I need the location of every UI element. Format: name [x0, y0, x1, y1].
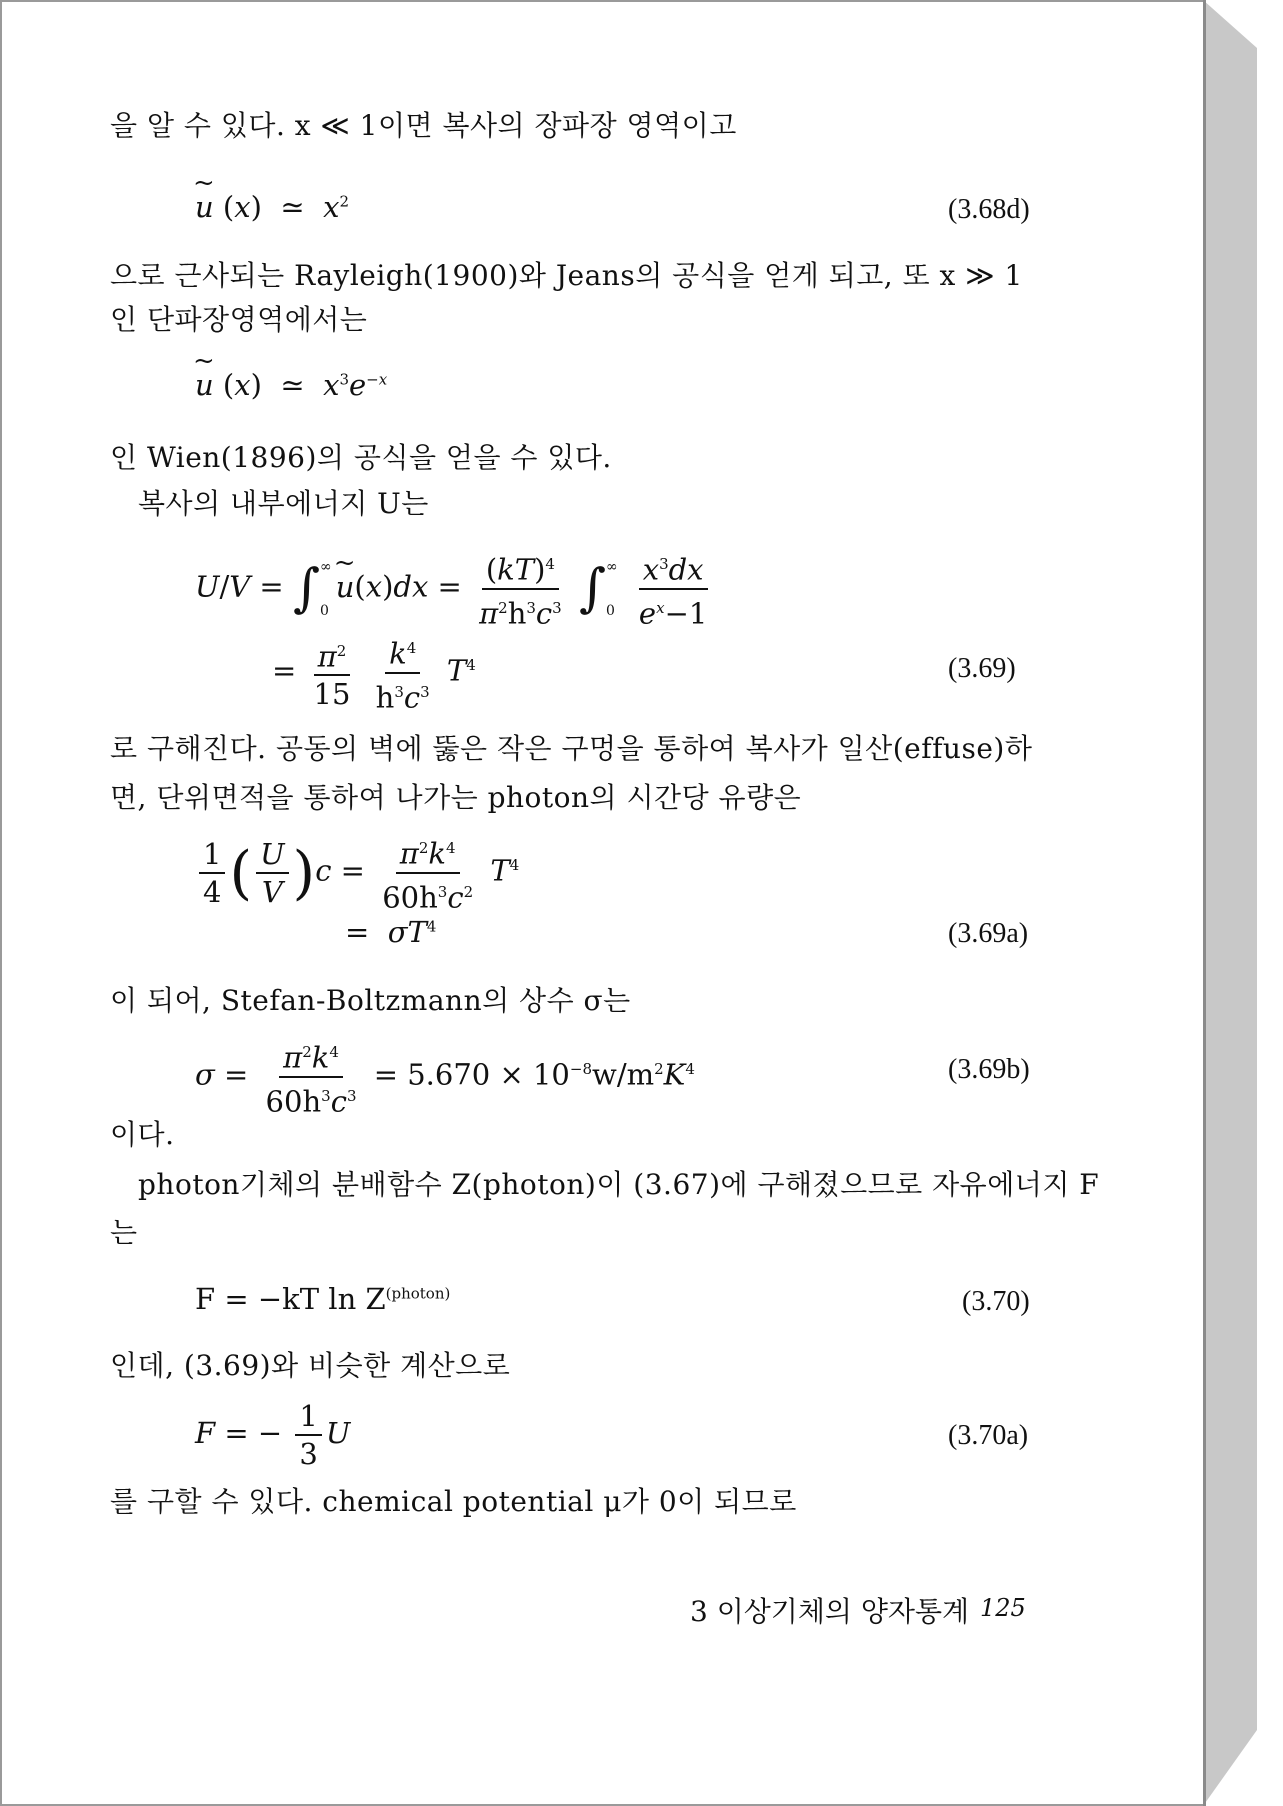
equation-number-3-70a: (3.70a) [948, 1420, 1029, 1451]
equation-3-70a: F = − $\frac{1}{3}$ U [195, 1399, 351, 1471]
eq-3-68d-rhs: x [323, 190, 340, 224]
equation-number-3-68d: (3.68d) [948, 194, 1030, 225]
eq-3-70-sup: (photon) [385, 1284, 451, 1303]
equation-3-69-line2: = $\frac{\pi^2}{15}$ $\frac{k^4}{h^3c^3}$ $T^4$ [272, 632, 476, 713]
text-line-4: 인 Wien(1896)의 공식을 얻을 수 있다. [110, 441, 612, 474]
equation-3-69a-line2: = $\sigma T^4$ [345, 915, 437, 949]
equation-number-3-69a: (3.69a) [948, 918, 1029, 949]
text-line-8: 이 되어, Stefan-Boltzmann의 상수 σ는 [110, 984, 631, 1017]
equation-3-69b: σ = $\frac{\pi^2k^4}{60h^3c^3}$ = $5.670 \times 10^{-8}w/m^2K^4$ [195, 1036, 695, 1117]
eq-3-69b-unit: w/m [592, 1057, 655, 1092]
eq-3-70-body: F = −kT ln Z [195, 1282, 386, 1316]
equation-3-68d: ~ u (x) ≃ $x^2$ [195, 190, 349, 224]
text-line-6: 로 구해진다. 공동의 벽에 뚫은 작은 구멍을 통하여 복사가 일산(effuse)하 [110, 732, 1033, 765]
text-line-10: photon기체의 분배함수 Z(photon)이 (3.67)에 구해졌으므로 자유에너지 F [138, 1168, 1100, 1201]
text-line-5: 복사의 내부에너지 U는 [138, 487, 429, 520]
equation-number-3-69b: (3.69b) [948, 1054, 1030, 1085]
text-line-11: 는 [110, 1216, 138, 1249]
text-line-9: 이다. [110, 1118, 175, 1151]
text-line-2: 으로 근사되는 Rayleigh(1900)와 Jeans의 공식을 얻게 되고, 또 x ≫ 1 [110, 259, 1023, 292]
text-line-12: 인데, (3.69)와 비슷한 계산으로 [110, 1349, 511, 1382]
equation-3-70 [195, 1282, 450, 1316]
eq-wien-rhs: x [323, 368, 340, 402]
eq-3-69b-value: = 5.670 × 10 [373, 1057, 570, 1092]
text-line-3: 인 단파장영역에서는 [110, 303, 368, 336]
text-line-13: 를 구할 수 있다. chemical potential μ가 0이 되므로 [110, 1485, 797, 1518]
chapter-footer: 3 이상기체의 양자통계 [690, 1595, 970, 1628]
equation-3-69a-line1: $\frac{1}{4}$ ( $\frac{U}{V}$ )c = $\frac{\pi^2k^4}{60h^3c^2}$ $T^4$ [195, 832, 519, 913]
text-line-1: 을 알 수 있다. x ≪ 1이면 복사의 장파장 영역이고 [110, 109, 737, 142]
equation-wien: ~ u (x) ≃ $x^3e^{-x}$ [195, 368, 387, 402]
equation-number-3-70: (3.70) [962, 1286, 1030, 1317]
page-stack-edge [1203, 0, 1257, 1806]
page-edge-line [1203, 0, 1206, 1806]
page-number: 125 [980, 1594, 1026, 1622]
text-line-7: 면, 단위면적을 통하여 나가는 photon의 시간당 유량은 [110, 781, 802, 814]
equation-number-3-69: (3.69) [948, 653, 1016, 684]
equation-3-69-line1: U/V = ∫ ∞ 0 ~ u(x)dx = $\frac{(kT)^4}{\pi^2h^3c^3}$ ∫ ∞ 0 $\frac{x^3dx}{e^x-1}$ [195, 548, 715, 629]
